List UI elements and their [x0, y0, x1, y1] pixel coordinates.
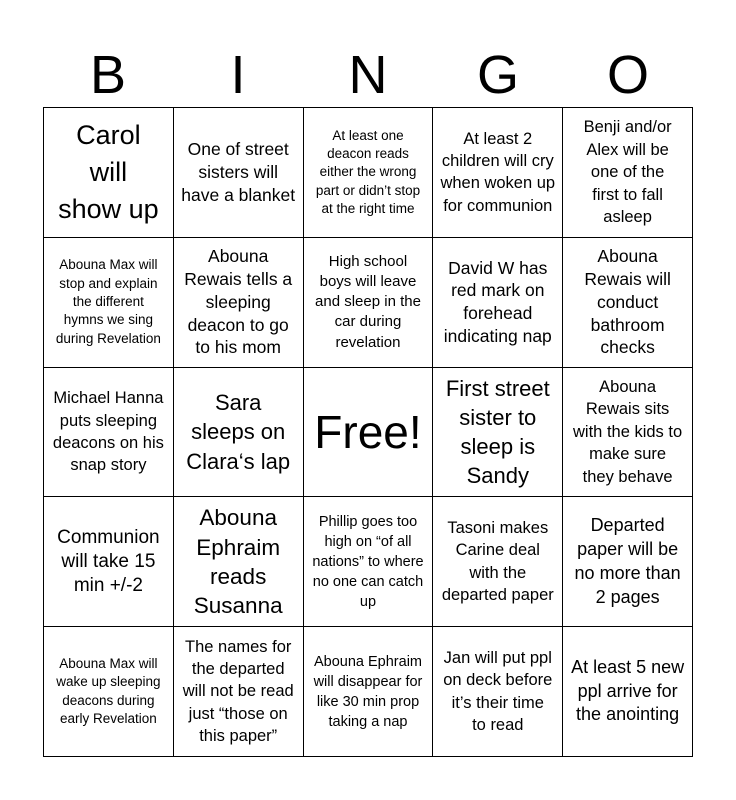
bingo-cell[interactable] [304, 627, 434, 757]
cell-text: Carol will show up [58, 119, 159, 224]
bingo-header [43, 40, 693, 110]
bingo-cell[interactable] [563, 108, 693, 238]
cell-text: At least one deacon reads either the wrong part or didn’t stop at the right time [315, 127, 421, 216]
cell-text: The names for the departed will not be read just “those on this paper” [182, 637, 294, 746]
cell-text: Abouna Rewais sits with the kids to make sure they behave [573, 377, 683, 486]
cell-text: Abouna Ephraim reads Susanna [193, 505, 283, 619]
cell-text: Tasoni makes Carine deal with the departed paper [441, 518, 554, 605]
bingo-cell[interactable] [44, 368, 174, 498]
cell-text: Benji and/or Alex will be one of the first to fall asleep [583, 118, 672, 227]
bingo-cell[interactable] [304, 108, 434, 238]
cell-text: One of street sisters will have a blanket [181, 139, 296, 205]
bingo-cell[interactable] [563, 368, 693, 498]
cell-text: Abouna Ephraim will disappear for like 30 min prop taking a nap [313, 653, 423, 730]
bingo-cell[interactable] [44, 627, 174, 757]
bingo-cell[interactable] [44, 238, 174, 368]
cell-text: Sara sleeps on Clara‘s lap [186, 390, 291, 474]
cell-text: Free! [314, 405, 422, 458]
cell-text: First street sister to sleep is Sandy [445, 375, 550, 489]
bingo-cell[interactable] [433, 368, 563, 498]
cell-text: Jan will put ppl on deck before it’s their time to read [443, 648, 553, 735]
cell-text: Abouna Max will wake up sleeping deacons during early Revelation [56, 655, 161, 726]
header-letter-o: O [606, 45, 649, 105]
cell-text: At least 5 new ppl arrive for the anointing [571, 656, 685, 725]
bingo-cell[interactable] [563, 627, 693, 757]
bingo-cell[interactable] [304, 238, 434, 368]
bingo-cell[interactable] [563, 238, 693, 368]
cell-text: Abouna Rewais tells a sleeping deacon to go to his mom [184, 246, 293, 358]
bingo-cell[interactable] [433, 497, 563, 627]
bingo-cell[interactable] [433, 627, 563, 757]
cell-text: High school boys will leave and sleep in the car during revelation [315, 252, 421, 351]
cell-text: Abouna Max will stop and explain the different hymns we sing during Revelation [55, 257, 161, 346]
bingo-cell[interactable] [174, 368, 304, 498]
cell-text: At least 2 children will cry when woken up for communion [440, 129, 556, 215]
bingo-cell[interactable] [44, 497, 174, 627]
bingo-cell[interactable] [174, 497, 304, 627]
cell-text: David W has red mark on forehead indicating nap [443, 257, 552, 346]
bingo-cell[interactable] [44, 108, 174, 238]
header-letter-n: N [348, 45, 388, 105]
bingo-cell[interactable] [174, 627, 304, 757]
bingo-cell[interactable] [174, 238, 304, 368]
free-cell[interactable] [304, 368, 434, 498]
bingo-cell[interactable] [174, 108, 304, 238]
bingo-cell[interactable] [433, 238, 563, 368]
bingo-cell[interactable] [433, 108, 563, 238]
cell-text: Communion will take 15 min +/-2 [57, 526, 160, 596]
cell-text: Abouna Rewais will conduct bathroom checks [584, 246, 671, 358]
cell-text: Phillip goes too high on “of all nations” to where no one can catch up [312, 513, 424, 610]
bingo-board [43, 107, 693, 757]
cell-text: Departed paper will be no more than 2 pages [574, 515, 681, 607]
bingo-cell[interactable] [304, 497, 434, 627]
header-letter-g: G [476, 45, 519, 105]
header-letter-i: I [230, 45, 246, 105]
cell-text: Michael Hanna puts sleeping deacons on his snap story [52, 389, 164, 475]
header-letter-b: B [89, 45, 127, 105]
bingo-cell[interactable] [563, 497, 693, 627]
